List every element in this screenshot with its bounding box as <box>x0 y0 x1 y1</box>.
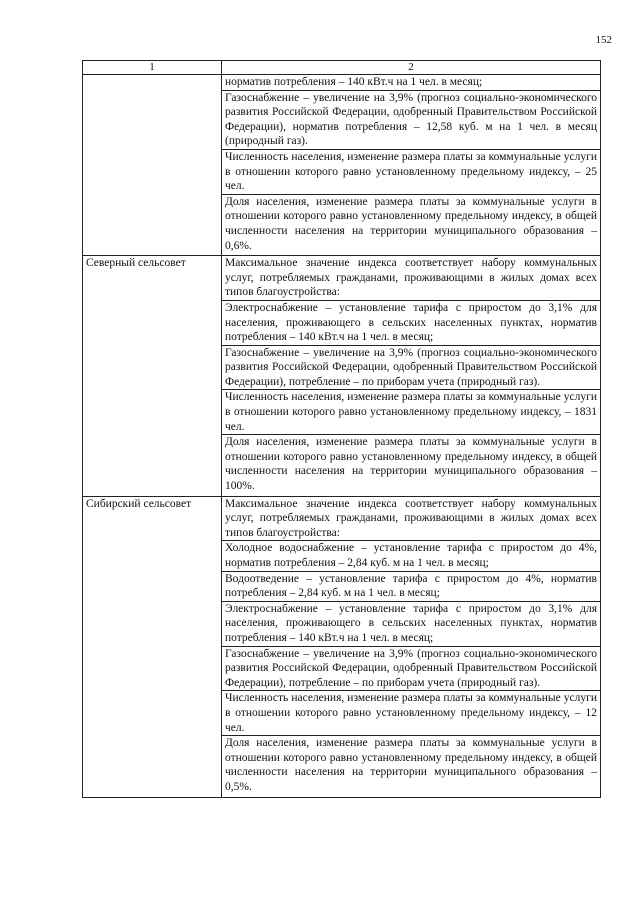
paragraph: Водоотведение – установление тарифа с приростом до 4%, норматив потребления – 2,84 куб. м на 1 чел. в месяц; <box>225 572 597 600</box>
paragraph: Численность населения, изменение размера платы за коммунальные услуги в отношении которого равно установленному предельному индексу, – 1831 чел. <box>225 391 597 433</box>
column-header-1: 1 <box>83 61 222 75</box>
table-row <box>83 75 601 256</box>
municipality-name-cell <box>83 75 222 256</box>
paragraph: норматив потребления – 140 кВт.ч на 1 чел. в месяц; <box>225 76 483 88</box>
paragraph: Численность населения, изменение размера платы за коммунальные услуги в отношении которого равно установленному предельному индексу, – 25 чел. <box>225 150 597 193</box>
page-number: 152 <box>595 34 612 46</box>
paragraph: Холодное водоснабжение – установление тарифа с приростом до 4%, норматив потребления – 2,84 куб. м на 1 чел. в месяц; <box>225 542 597 569</box>
paragraph: Численность населения, изменение размера платы за коммунальные услуги в отношении которого равно установленному предельному индексу, – 12 чел. <box>225 692 597 734</box>
paragraph: Доля населения, изменение размера платы за коммунальные услуги в отношении которого равно установленному предельному индексу, в общей численности населения на территории муниципального образования – 0,5%. <box>225 737 597 793</box>
paragraph: Электроснабжение – установление тарифа с приростом до 3,1% для населения, проживающего в сельских населенных пунктах, норматив потребления – 140 кВт.ч на 1 чел. в месяц; <box>225 301 597 344</box>
column-header-2: 2 <box>222 61 601 75</box>
municipality-name-cell: Сибирский сельсовет <box>83 496 222 797</box>
paragraph: Максимальное значение индекса соответствует набору коммунальных услуг, потребляемых гражданами, проживающими в жилых домах всех типов благоустройства: <box>225 497 597 539</box>
tariff-description-cell <box>222 496 601 797</box>
table-header-row <box>83 61 601 75</box>
tariff-table <box>82 60 601 798</box>
table-row <box>83 496 601 797</box>
tariff-description-cell <box>222 75 601 256</box>
paragraph: Газоснабжение – увеличение на 3,9% (прогноз социально-экономического развития Российской Федерации, одобренный Правительством Российской Федерации), потребление – по приборам учета (природный газ). <box>225 647 597 689</box>
paragraph: Газоснабжение – увеличение на 3,9% (прогноз социально-экономического развития Российской Федерации, одобренный Правительством Российской Федерации), норматив потребления – 12,58 куб. м на 1 чел. в месяц (природный газ). <box>225 91 597 148</box>
municipality-name-cell: Северный сельсовет <box>83 256 222 497</box>
paragraph: Электроснабжение – установление тарифа с приростом до 3,1% для населения, проживающего в сельских населенных пунктах, норматив потребления – 140 кВт.ч на 1 чел. в месяц; <box>225 602 597 644</box>
paragraph: Максимальное значение индекса соответствует набору коммунальных услуг, потребляемых гражданами, проживающими в жилых домах всех типов благоустройства: <box>225 257 597 299</box>
tariff-description-cell <box>222 256 601 497</box>
paragraph: Доля населения, изменение размера платы за коммунальные услуги в отношении которого равно установленному предельному индексу, в общей численности населения на территории муниципального образования – 0,6%. <box>225 195 597 252</box>
table-row <box>83 256 601 497</box>
paragraph: Газоснабжение – увеличение на 3,9% (прогноз социально-экономического развития Российской Федерации, одобренный Правительством Российской Федерации), потребление – по приборам учета (природный газ). <box>225 346 597 388</box>
paragraph: Доля населения, изменение размера платы за коммунальные услуги в отношении которого равно установленному предельному индексу, в общей численности населения на территории муниципального образования – 100%. <box>225 436 597 493</box>
